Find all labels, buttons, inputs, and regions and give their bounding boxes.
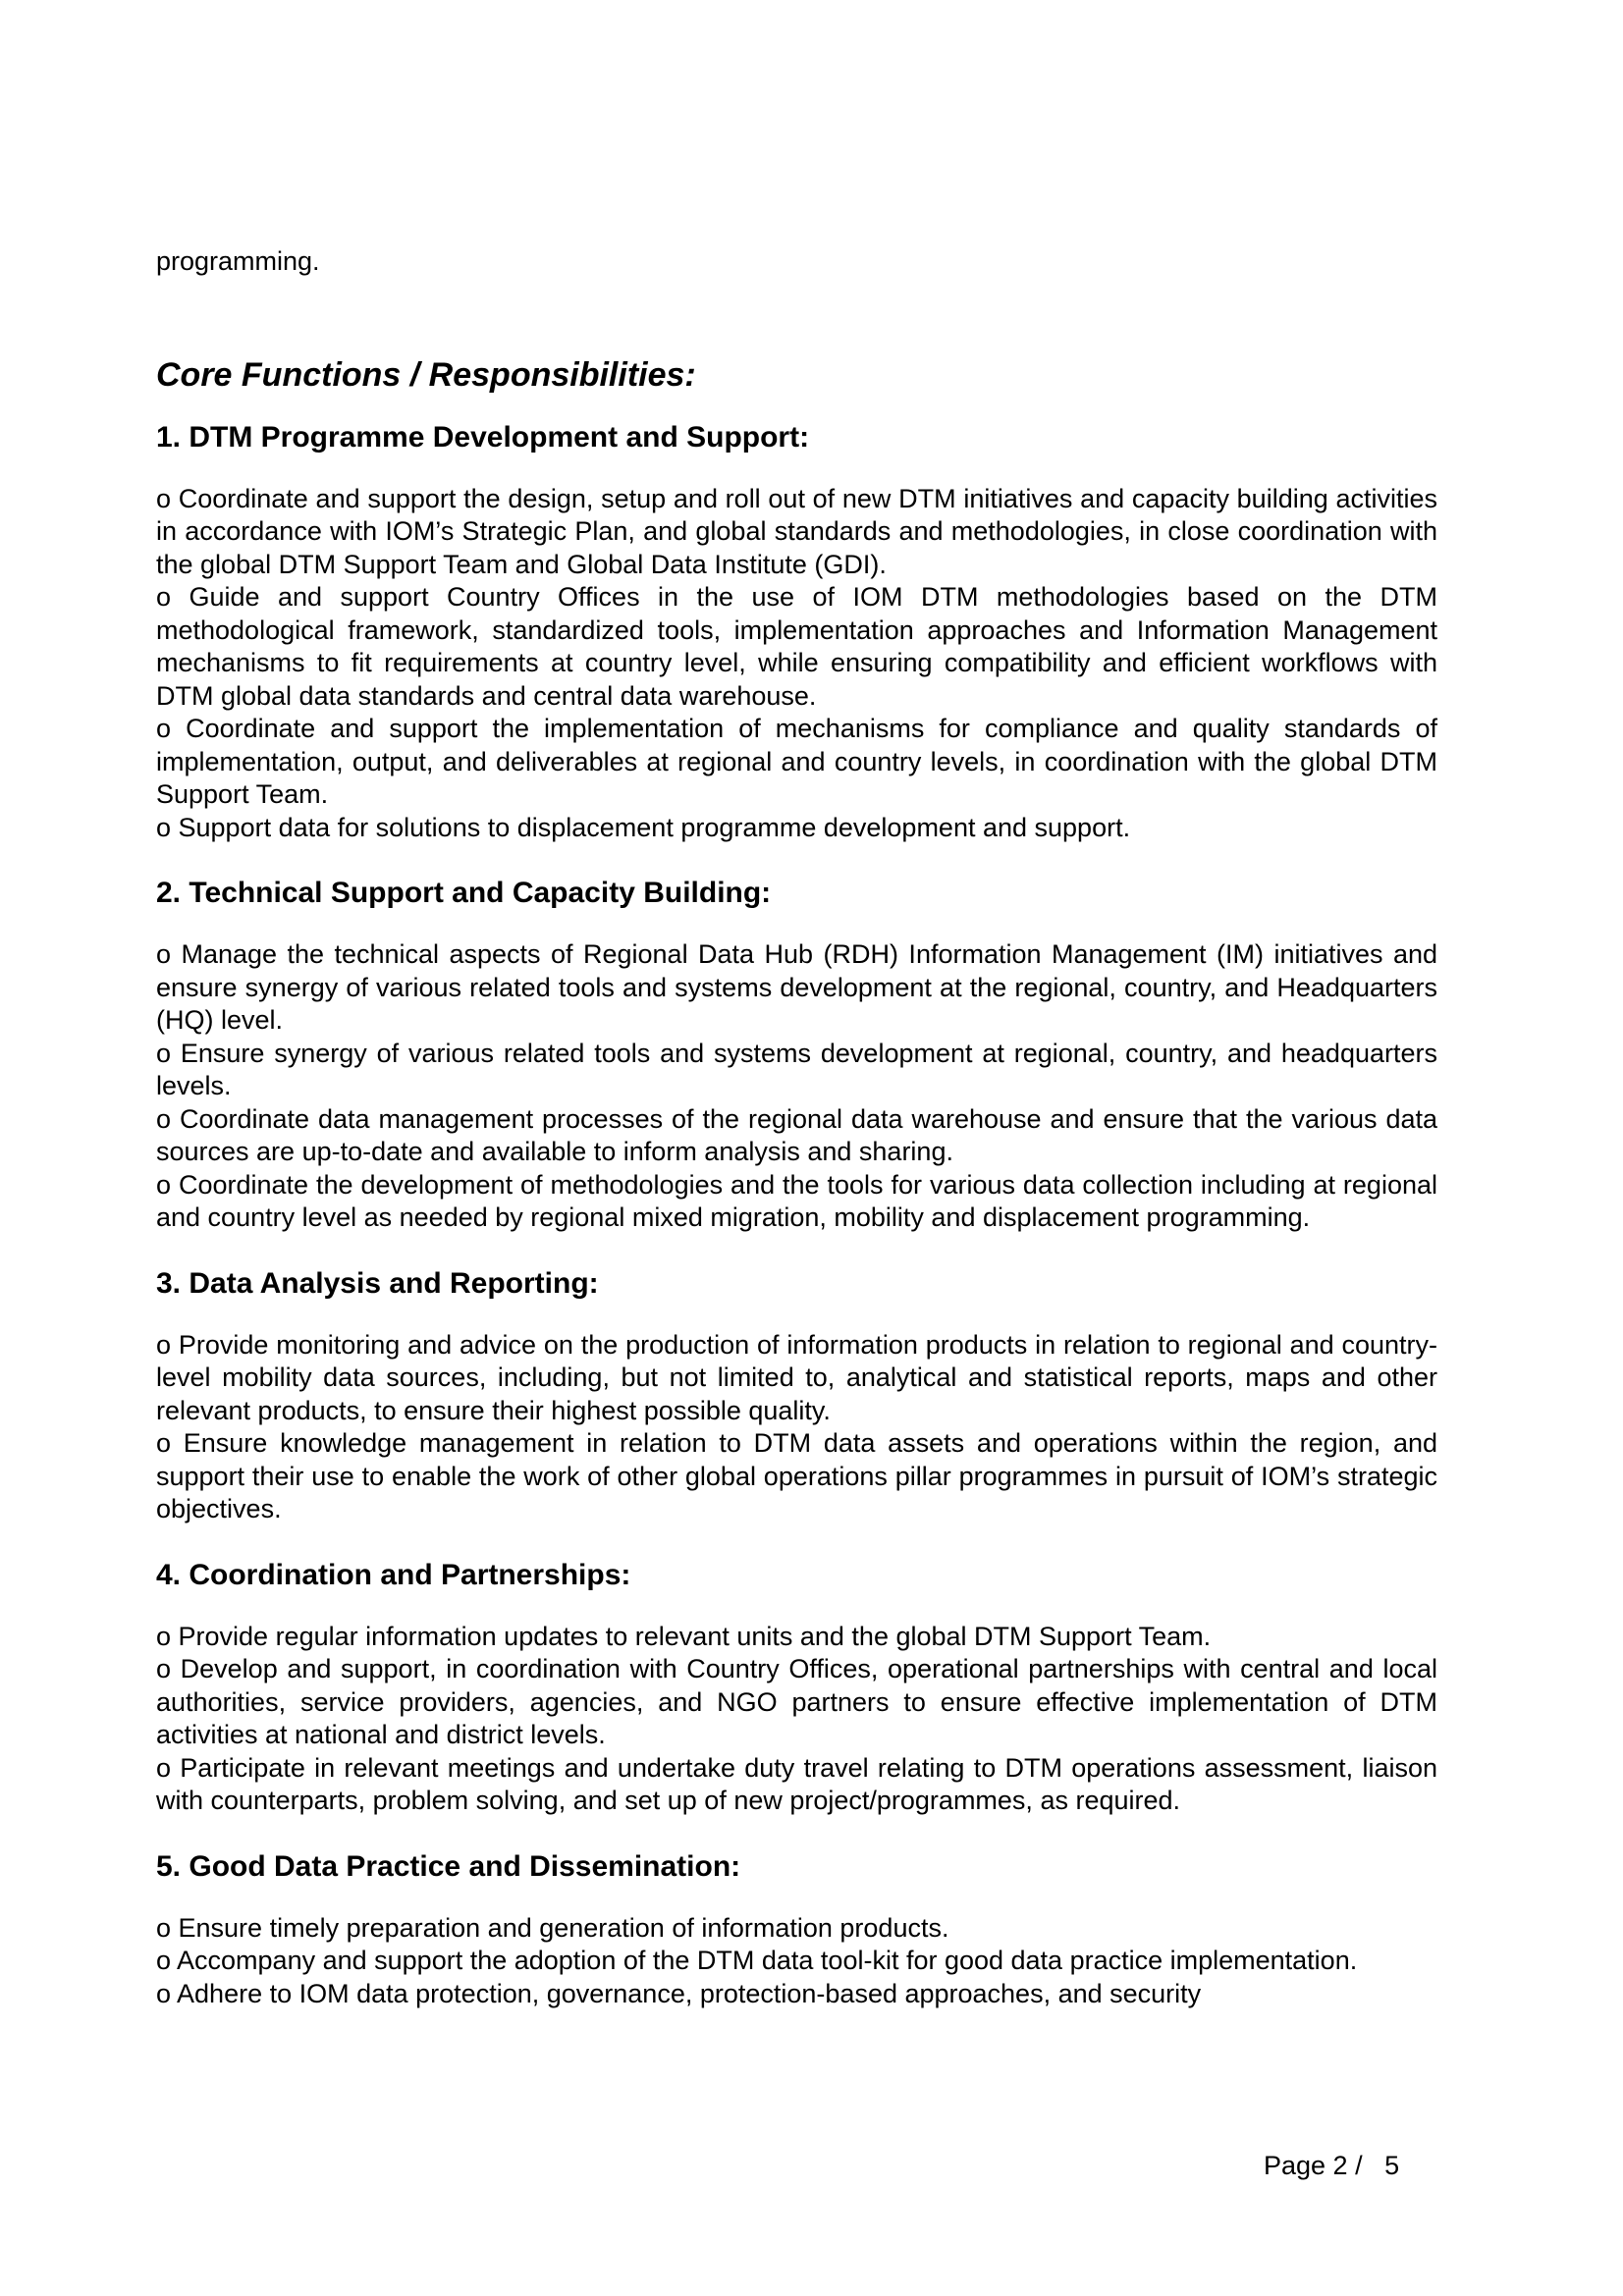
section-data-analysis: [156, 1266, 1437, 1526]
bullet-item: o Participate in relevant meetings and undertake duty travel relating to DTM operations assessment, liaison with counterparts, problem solving, and set up of new project/programmes, as required.: [156, 1752, 1437, 1815]
bullet-item: o Ensure synergy of various related tools and systems development at regional, country, and headquarters levels.: [156, 1038, 1437, 1100]
section-heading: 5. Good Data Practice and Dissemination:: [156, 1849, 741, 1883]
section-heading: 3. Data Analysis and Reporting:: [156, 1266, 599, 1300]
section-heading: 1. DTM Programme Development and Support:: [156, 420, 810, 454]
bullet-item: o Adhere to IOM data protection, governance, protection-based approaches, and security: [156, 1978, 1202, 2008]
section-coordination: [156, 1558, 1437, 1818]
section-heading: 4. Coordination and Partnerships:: [156, 1558, 631, 1591]
bullet-item: o Support data for solutions to displacement programme development and support.: [156, 812, 1131, 842]
section-heading: 2. Technical Support and Capacity Building:: [156, 877, 772, 909]
bullet-item: o Coordinate and support the implementation of mechanisms for compliance and quality standards of implementation, output, and deliverables at regional and country levels, in coordination with the global DTM Support Team.: [156, 714, 1437, 809]
bullet-item: o Ensure timely preparation and generation of information products.: [156, 1912, 949, 1943]
bullet-item: o Accompany and support the adoption of the DTM data tool-kit for good data practice implementation.: [156, 1946, 1358, 1975]
bullet-item: o Manage the technical aspects of Regional Data Hub (RDH) Information Management (IM) initiatives and ensure synergy of various related tools and systems development at the regional, country, and Headquarters (HQ) level.: [156, 939, 1437, 1035]
bullet-item: o Coordinate data management processes of the regional data warehouse and ensure that the various data sources are up-to-date and available to inform analysis and sharing.: [156, 1103, 1437, 1166]
section-programme-development: [156, 420, 1437, 845]
core-functions-heading: Core Functions / Responsibilities:: [156, 355, 696, 394]
bullet-item: o Coordinate and support the design, setup and roll out of new DTM initiatives and capacity building activities in accordance with IOM’s Strategic Plan, and global standards and methodologies, in close coordination with the global DTM Support Team and Global Data Institute (GDI).: [156, 483, 1437, 579]
bullet-item: o Ensure knowledge management in relation to DTM data assets and operations within the region, and support their use to enable the work of other global operations pillar programmes in pursuit of IOM’s strategic objectives.: [156, 1428, 1437, 1523]
section-technical-support: [156, 876, 1437, 1235]
bullet-item: o Provide monitoring and advice on the production of information products in relation to regional and country-level mobility data sources, including, but not limited to, analytical and statistical reports, maps and other relevant products, to ensure their highest possible quality.: [156, 1329, 1437, 1425]
bullet-item: o Guide and support Country Offices in the use of IOM DTM methodologies based on the DTM methodological framework, standardized tools, implementation approaches and Information Management mechanisms to fit requirements at country level, while ensuring compatibility and efficient workflows with DTM global data standards and central data warehouse.: [156, 582, 1437, 711]
page-number: Page 2 / 5: [1264, 2151, 1400, 2180]
bullet-item: o Develop and support, in coordination with Country Offices, operational partnerships with central and local authorities, service providers, agencies, and NGO partners to ensure effective implementation of DTM activities at national and district levels.: [156, 1654, 1437, 1749]
section-good-data-practice: [156, 1849, 1437, 2011]
bullet-item: o Provide regular information updates to relevant units and the global DTM Support Team.: [156, 1621, 1212, 1651]
lead-text: programming.: [156, 246, 320, 276]
document-body: [156, 245, 1437, 2042]
bullet-item: o Coordinate the development of methodologies and the tools for various data collection including at regional and country level as needed by regional mixed migration, mobility and displacement programming.: [156, 1169, 1437, 1232]
